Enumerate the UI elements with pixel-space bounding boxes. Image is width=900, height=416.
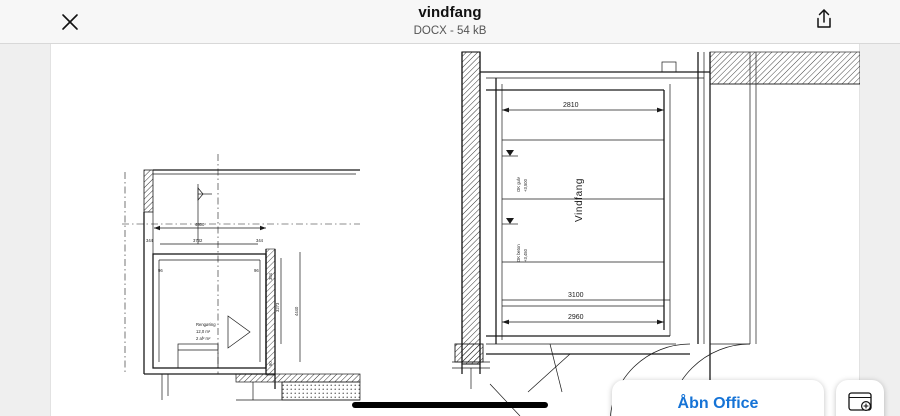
viewer-header — [0, 0, 900, 44]
ok-beton-label: OK beton — [516, 244, 521, 262]
small-room-level: 2 af² m² — [196, 336, 211, 341]
document-title: vindfang — [418, 4, 482, 22]
ok-beton-value: +3,450 — [523, 249, 528, 262]
small-room-area: 12,0 m² — [196, 329, 211, 334]
share-icon — [814, 8, 834, 35]
close-icon — [60, 12, 80, 32]
open-office-label: Åbn Office — [677, 395, 759, 412]
share-button[interactable] — [810, 8, 838, 36]
left-plan-group — [122, 154, 360, 400]
open-office-button[interactable] — [612, 380, 824, 416]
ok-gulv-label: OK gulv — [516, 177, 521, 192]
dim-right-2810: 2810 — [563, 102, 579, 109]
dim-left-4800: 4800 — [195, 222, 205, 227]
floor-plan-drawing — [50, 44, 860, 416]
ok-gulv-value: +3,500 — [523, 179, 528, 192]
dim-left-3273: 3273 — [275, 302, 280, 312]
dim-left-3732: 3732 — [193, 238, 203, 243]
dim-right-3100: 3100 — [568, 292, 584, 299]
close-button[interactable] — [56, 8, 84, 36]
quick-look-button[interactable] — [836, 380, 884, 416]
home-indicator — [352, 402, 548, 408]
dim-left-344b: 344 — [256, 238, 263, 243]
dim-left-96a: 96 — [158, 268, 163, 273]
room-name-label: Vindfang — [574, 177, 585, 222]
dim-left-96b: 96 — [254, 268, 259, 273]
dim-left-90: 90 — [268, 361, 273, 366]
dim-left-344a: 344 — [146, 238, 153, 243]
document-title-block — [414, 5, 487, 37]
right-plan-group — [452, 52, 860, 416]
small-room-label: Rengøring — [196, 322, 216, 327]
document-preview-icon — [847, 390, 873, 416]
dim-left-304: 304 — [268, 273, 273, 280]
dim-right-2960: 2960 — [568, 314, 584, 321]
document-page — [50, 44, 860, 416]
dim-left-4440: 4440 — [294, 306, 299, 316]
document-subtitle: DOCX - 54 kB — [413, 24, 487, 37]
document-canvas[interactable] — [0, 44, 900, 416]
